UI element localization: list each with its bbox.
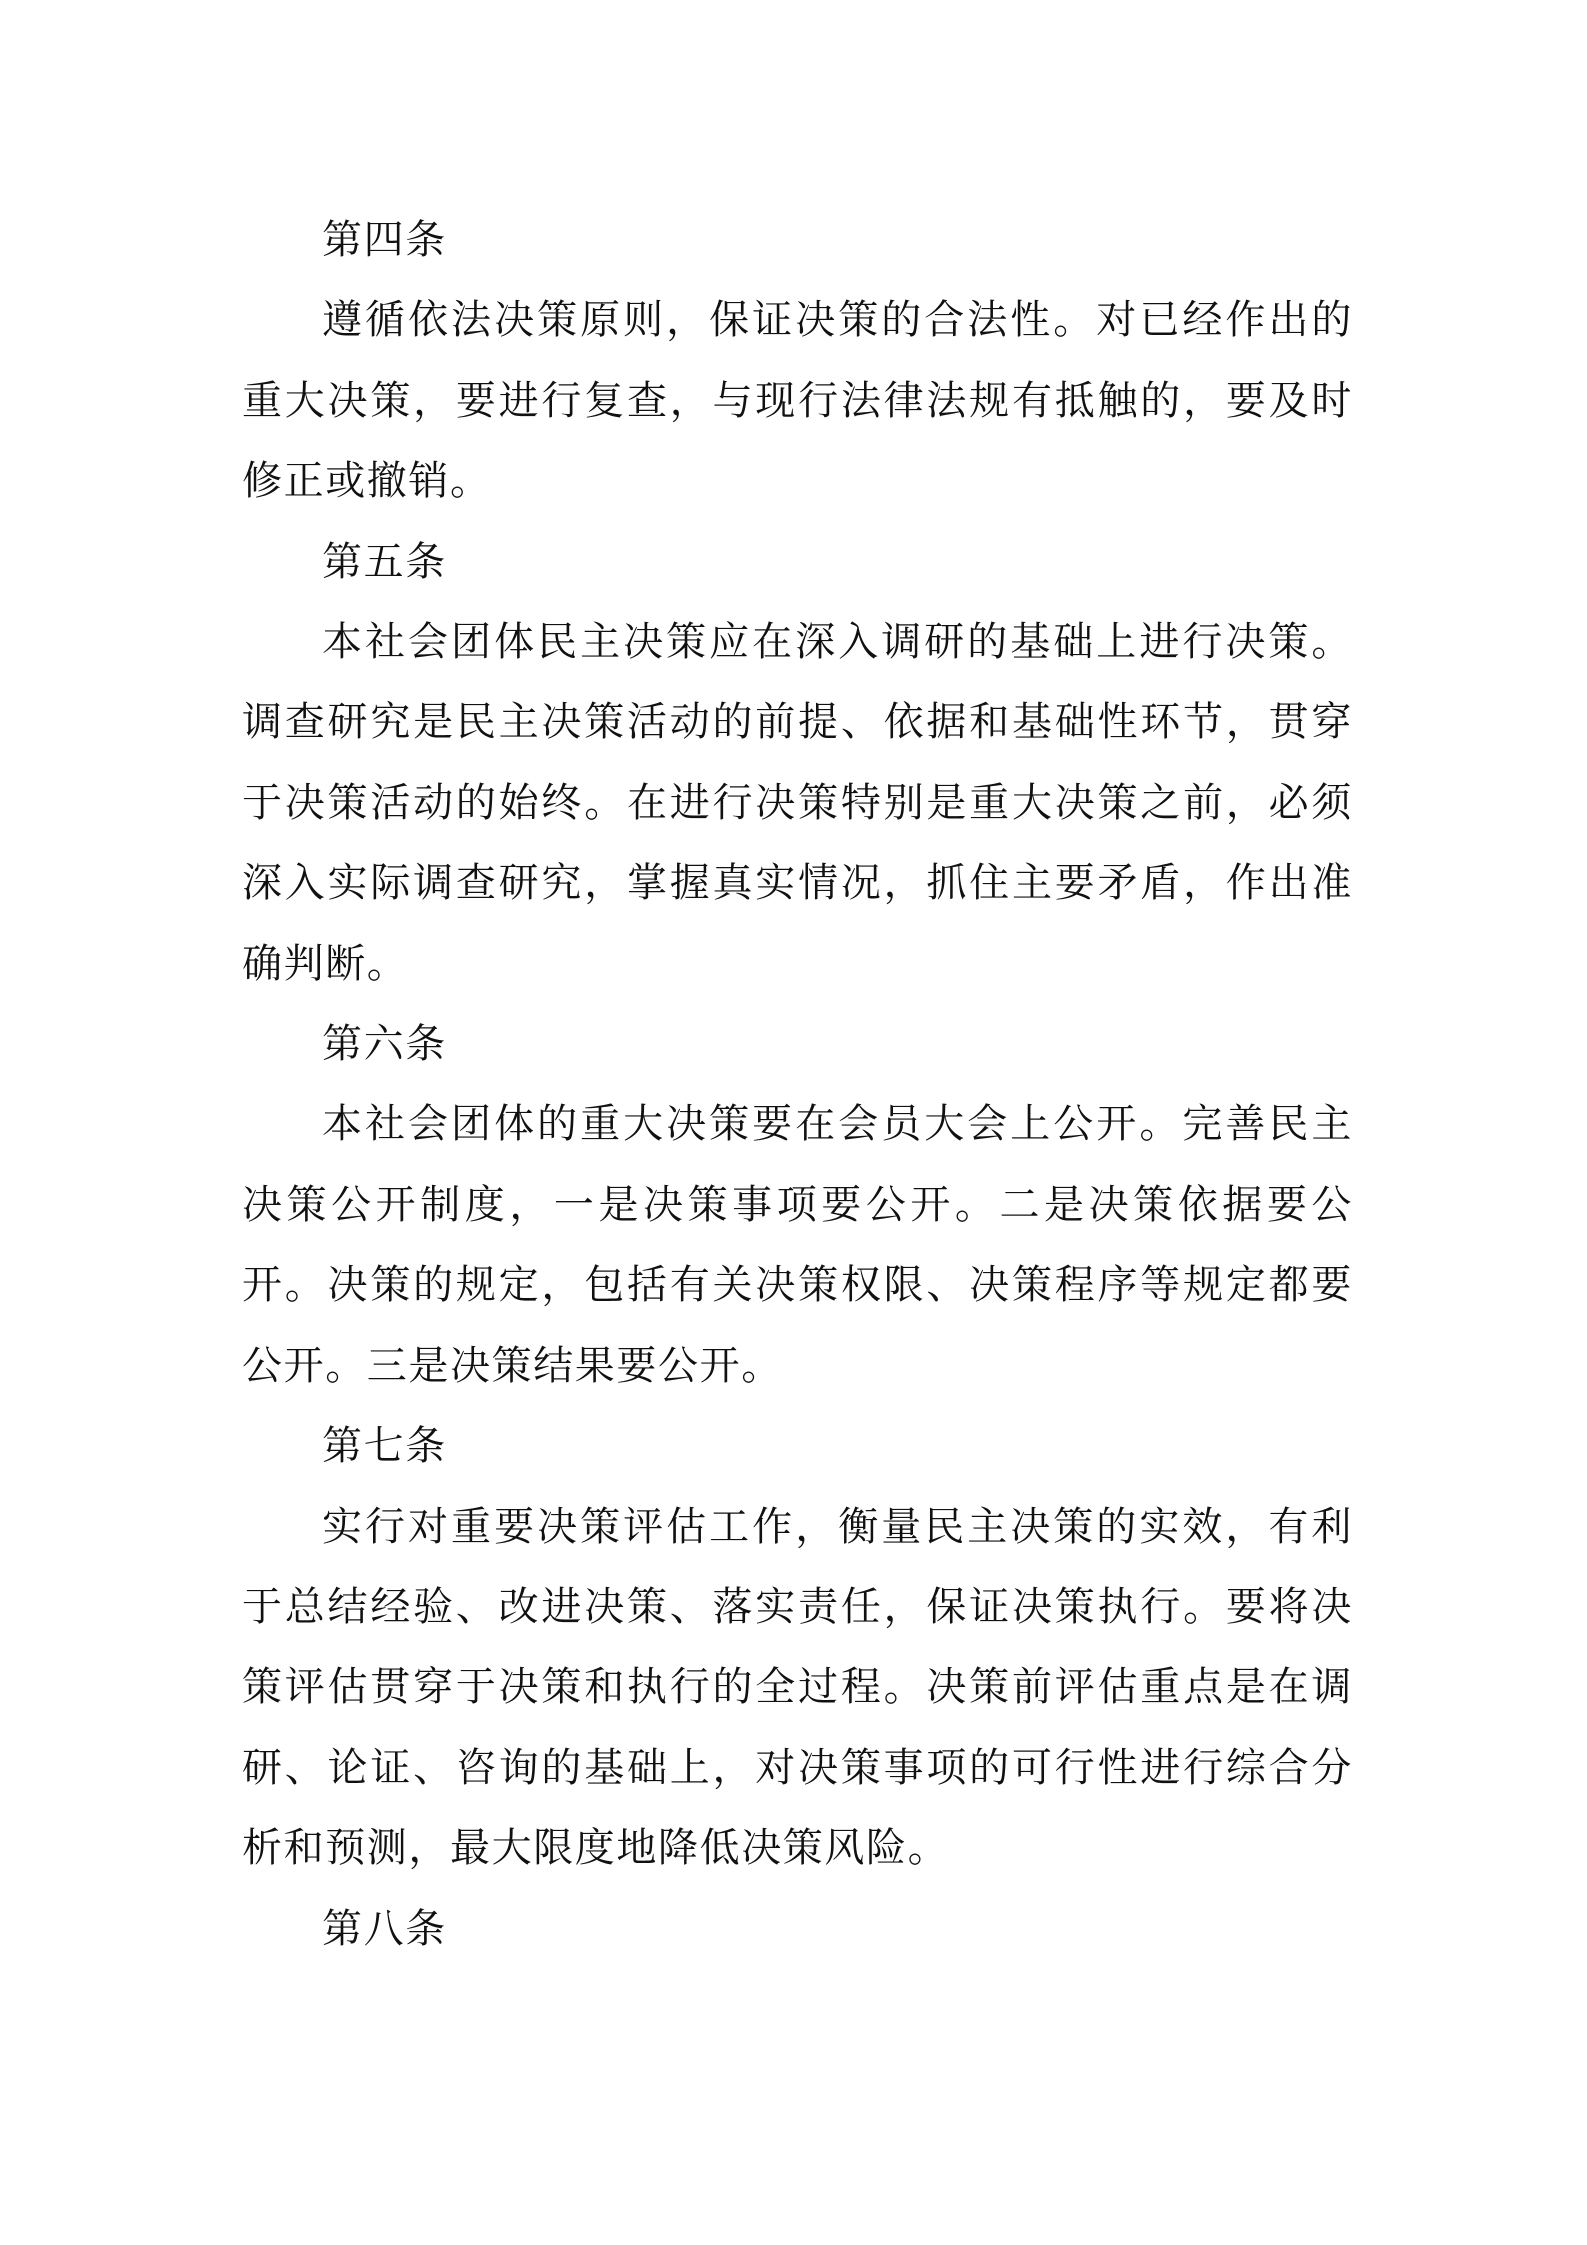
article-heading-4: 第四条 bbox=[322, 217, 447, 263]
article-heading-6: 第六条 bbox=[322, 1021, 447, 1068]
document-body bbox=[242, 200, 1353, 1969]
article-paragraph-6: 本社会团体的重大决策要在会员大会上公开。完善民主决策公开制度，一是决策事项要公开。二是决策依据要公开。决策的规定，包括有关决策权限、决策程序等规定都要公开。三是决策结果要公开。 bbox=[242, 1101, 1353, 1389]
article-paragraph-4: 遵循依法决策原则，保证决策的合法性。对已经作出的重大决策，要进行复查，与现行法律法规有抵触的，要及时修正或撤销。 bbox=[242, 297, 1353, 505]
article-paragraph-7: 实行对重要决策评估工作，衡量民主决策的实效，有利于总结经验、改进决策、落实责任，保证决策执行。要将决策评估贯穿于决策和执行的全过程。决策前评估重点是在调研、论证、咨询的基础上，对决策事项的可行性进行综合分析和预测，最大限度地降低决策风险。 bbox=[242, 1503, 1353, 1872]
article-heading-7: 第七条 bbox=[322, 1423, 447, 1470]
article-heading-5: 第五条 bbox=[322, 538, 447, 585]
article-paragraph-5: 本社会团体民主决策应在深入调研的基础上进行决策。调查研究是民主决策活动的前提、依据和基础性环节，贯穿于决策活动的始终。在进行决策特别是重大决策之前，必须深入实际调查研究，掌握真实情况，抓住主要矛盾，作出准确判断。 bbox=[242, 619, 1353, 987]
article-heading-8: 第八条 bbox=[322, 1905, 447, 1952]
